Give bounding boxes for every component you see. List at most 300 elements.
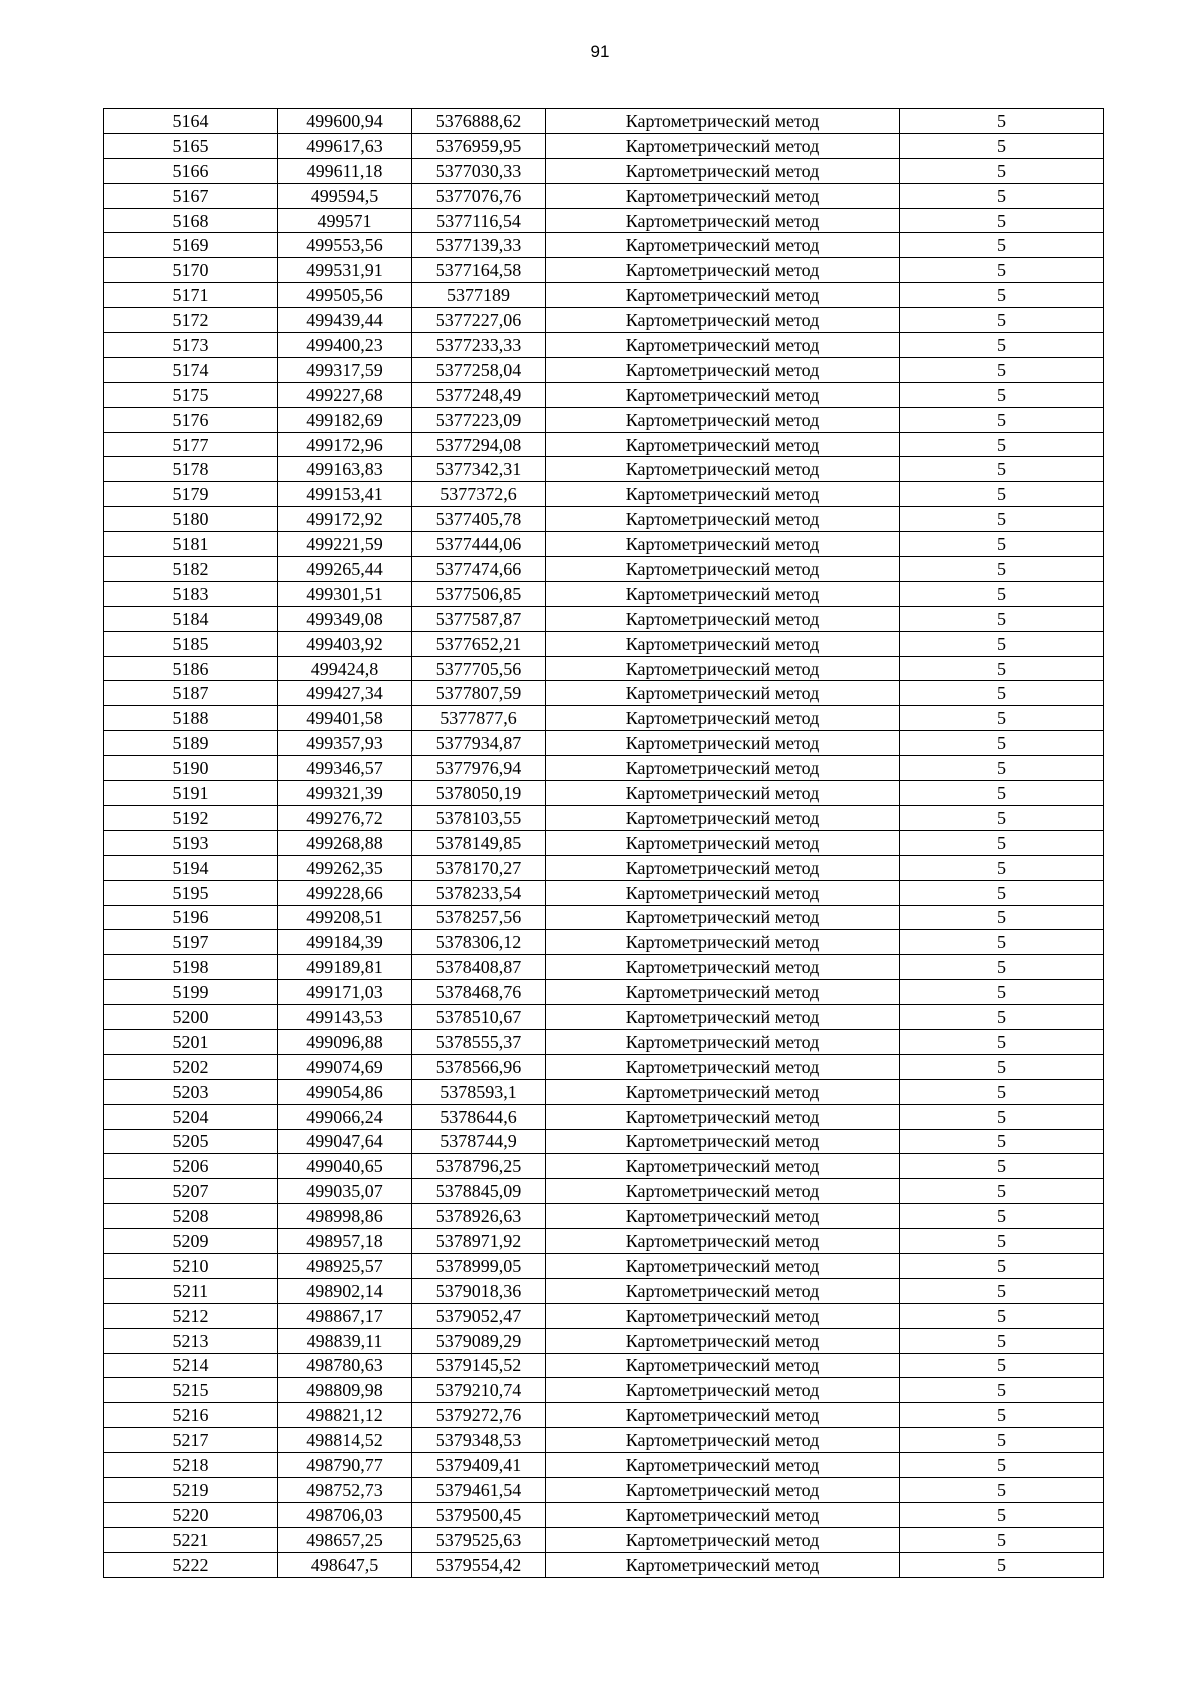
table-row: [104, 1303, 1104, 1328]
x-coordinate-cell: 499357,93: [278, 731, 412, 756]
accuracy-cell: 5: [900, 855, 1104, 880]
accuracy-cell: 5: [900, 557, 1104, 582]
method-cell: Картометрический метод: [546, 233, 900, 258]
coordinates-table: [103, 108, 1104, 1578]
accuracy-cell: 5: [900, 1552, 1104, 1577]
point-number-cell: 5198: [104, 955, 278, 980]
accuracy-cell: 5: [900, 1303, 1104, 1328]
accuracy-cell: 5: [900, 1353, 1104, 1378]
accuracy-cell: 5: [900, 1477, 1104, 1502]
point-number-cell: 5168: [104, 208, 278, 233]
point-number-cell: 5214: [104, 1353, 278, 1378]
table-row: [104, 1154, 1104, 1179]
table-row: [104, 955, 1104, 980]
y-coordinate-cell: 5377030,33: [412, 158, 546, 183]
y-coordinate-cell: 5377139,33: [412, 233, 546, 258]
y-coordinate-cell: 5378566,96: [412, 1054, 546, 1079]
y-coordinate-cell: 5377976,94: [412, 756, 546, 781]
y-coordinate-cell: 5378644,6: [412, 1104, 546, 1129]
table-row: [104, 382, 1104, 407]
table-row: [104, 980, 1104, 1005]
method-cell: Картометрический метод: [546, 1278, 900, 1303]
y-coordinate-cell: 5378468,76: [412, 980, 546, 1005]
accuracy-cell: 5: [900, 357, 1104, 382]
method-cell: Картометрический метод: [546, 308, 900, 333]
y-coordinate-cell: 5377934,87: [412, 731, 546, 756]
table-row: [104, 183, 1104, 208]
x-coordinate-cell: 499074,69: [278, 1054, 412, 1079]
x-coordinate-cell: 499047,64: [278, 1129, 412, 1154]
y-coordinate-cell: 5379018,36: [412, 1278, 546, 1303]
method-cell: Картометрический метод: [546, 382, 900, 407]
point-number-cell: 5200: [104, 1005, 278, 1030]
point-number-cell: 5180: [104, 507, 278, 532]
x-coordinate-cell: 499600,94: [278, 109, 412, 134]
method-cell: Картометрический метод: [546, 133, 900, 158]
x-coordinate-cell: 499228,66: [278, 880, 412, 905]
accuracy-cell: 5: [900, 1179, 1104, 1204]
point-number-cell: 5206: [104, 1154, 278, 1179]
table-row: [104, 1054, 1104, 1079]
point-number-cell: 5175: [104, 382, 278, 407]
accuracy-cell: 5: [900, 1527, 1104, 1552]
accuracy-cell: 5: [900, 781, 1104, 806]
table-row: [104, 656, 1104, 681]
table-row: [104, 706, 1104, 731]
y-coordinate-cell: 5378845,09: [412, 1179, 546, 1204]
method-cell: Картометрический метод: [546, 731, 900, 756]
y-coordinate-cell: 5377444,06: [412, 532, 546, 557]
method-cell: Картометрический метод: [546, 183, 900, 208]
accuracy-cell: 5: [900, 1328, 1104, 1353]
y-coordinate-cell: 5377474,66: [412, 557, 546, 582]
x-coordinate-cell: 498957,18: [278, 1229, 412, 1254]
accuracy-cell: 5: [900, 507, 1104, 532]
table-row: [104, 1502, 1104, 1527]
point-number-cell: 5173: [104, 333, 278, 358]
method-cell: Картометрический метод: [546, 855, 900, 880]
x-coordinate-cell: 499427,34: [278, 681, 412, 706]
table-row: [104, 357, 1104, 382]
accuracy-cell: 5: [900, 1428, 1104, 1453]
x-coordinate-cell: 499301,51: [278, 581, 412, 606]
table-row: [104, 557, 1104, 582]
accuracy-cell: 5: [900, 1154, 1104, 1179]
point-number-cell: 5220: [104, 1502, 278, 1527]
method-cell: Картометрический метод: [546, 1378, 900, 1403]
point-number-cell: 5203: [104, 1079, 278, 1104]
table-row: [104, 158, 1104, 183]
table-row: [104, 830, 1104, 855]
point-number-cell: 5172: [104, 308, 278, 333]
y-coordinate-cell: 5377372,6: [412, 482, 546, 507]
method-cell: Картометрический метод: [546, 357, 900, 382]
method-cell: Картометрический метод: [546, 283, 900, 308]
point-number-cell: 5205: [104, 1129, 278, 1154]
table-row: [104, 133, 1104, 158]
method-cell: Картометрический метод: [546, 581, 900, 606]
x-coordinate-cell: 499571: [278, 208, 412, 233]
x-coordinate-cell: 499153,41: [278, 482, 412, 507]
y-coordinate-cell: 5378170,27: [412, 855, 546, 880]
point-number-cell: 5216: [104, 1403, 278, 1428]
method-cell: Картометрический метод: [546, 1552, 900, 1577]
x-coordinate-cell: 498867,17: [278, 1303, 412, 1328]
x-coordinate-cell: 499066,24: [278, 1104, 412, 1129]
x-coordinate-cell: 498657,25: [278, 1527, 412, 1552]
accuracy-cell: 5: [900, 656, 1104, 681]
accuracy-cell: 5: [900, 208, 1104, 233]
point-number-cell: 5192: [104, 805, 278, 830]
accuracy-cell: 5: [900, 1129, 1104, 1154]
x-coordinate-cell: 499349,08: [278, 606, 412, 631]
accuracy-cell: 5: [900, 681, 1104, 706]
method-cell: Картометрический метод: [546, 1104, 900, 1129]
point-number-cell: 5212: [104, 1303, 278, 1328]
accuracy-cell: 5: [900, 1378, 1104, 1403]
table-row: [104, 880, 1104, 905]
method-cell: Картометрический метод: [546, 1029, 900, 1054]
point-number-cell: 5169: [104, 233, 278, 258]
x-coordinate-cell: 498752,73: [278, 1477, 412, 1502]
point-number-cell: 5165: [104, 133, 278, 158]
method-cell: Картометрический метод: [546, 1328, 900, 1353]
table-row: [104, 482, 1104, 507]
y-coordinate-cell: 5378744,9: [412, 1129, 546, 1154]
x-coordinate-cell: 499221,59: [278, 532, 412, 557]
x-coordinate-cell: 499617,63: [278, 133, 412, 158]
point-number-cell: 5184: [104, 606, 278, 631]
accuracy-cell: 5: [900, 1079, 1104, 1104]
point-number-cell: 5217: [104, 1428, 278, 1453]
accuracy-cell: 5: [900, 805, 1104, 830]
x-coordinate-cell: 499262,35: [278, 855, 412, 880]
y-coordinate-cell: 5377652,21: [412, 631, 546, 656]
x-coordinate-cell: 499505,56: [278, 283, 412, 308]
method-cell: Картометрический метод: [546, 1079, 900, 1104]
point-number-cell: 5182: [104, 557, 278, 582]
method-cell: Картометрический метод: [546, 706, 900, 731]
table-row: [104, 855, 1104, 880]
method-cell: Картометрический метод: [546, 656, 900, 681]
table-row: [104, 1179, 1104, 1204]
table-row: [104, 208, 1104, 233]
table-row: [104, 805, 1104, 830]
x-coordinate-cell: 498925,57: [278, 1253, 412, 1278]
x-coordinate-cell: 498647,5: [278, 1552, 412, 1577]
y-coordinate-cell: 5378555,37: [412, 1029, 546, 1054]
point-number-cell: 5213: [104, 1328, 278, 1353]
accuracy-cell: 5: [900, 1029, 1104, 1054]
y-coordinate-cell: 5377248,49: [412, 382, 546, 407]
y-coordinate-cell: 5377223,09: [412, 407, 546, 432]
x-coordinate-cell: 499346,57: [278, 756, 412, 781]
y-coordinate-cell: 5377506,85: [412, 581, 546, 606]
accuracy-cell: 5: [900, 980, 1104, 1005]
accuracy-cell: 5: [900, 1403, 1104, 1428]
table-row: [104, 1552, 1104, 1577]
method-cell: Картометрический метод: [546, 781, 900, 806]
accuracy-cell: 5: [900, 382, 1104, 407]
x-coordinate-cell: 499424,8: [278, 656, 412, 681]
method-cell: Картометрический метод: [546, 457, 900, 482]
method-cell: Картометрический метод: [546, 258, 900, 283]
method-cell: Картометрический метод: [546, 1229, 900, 1254]
table-row: [104, 233, 1104, 258]
x-coordinate-cell: 499189,81: [278, 955, 412, 980]
table-row: [104, 258, 1104, 283]
y-coordinate-cell: 5377587,87: [412, 606, 546, 631]
y-coordinate-cell: 5377807,59: [412, 681, 546, 706]
table-row: [104, 905, 1104, 930]
method-cell: Картометрический метод: [546, 905, 900, 930]
point-number-cell: 5177: [104, 432, 278, 457]
x-coordinate-cell: 499143,53: [278, 1005, 412, 1030]
x-coordinate-cell: 499611,18: [278, 158, 412, 183]
point-number-cell: 5222: [104, 1552, 278, 1577]
table-row: [104, 756, 1104, 781]
y-coordinate-cell: 5377405,78: [412, 507, 546, 532]
y-coordinate-cell: 5377877,6: [412, 706, 546, 731]
x-coordinate-cell: 499208,51: [278, 905, 412, 930]
table-row: [104, 1204, 1104, 1229]
point-number-cell: 5204: [104, 1104, 278, 1129]
table-row: [104, 1129, 1104, 1154]
table-row: [104, 1104, 1104, 1129]
point-number-cell: 5178: [104, 457, 278, 482]
y-coordinate-cell: 5378306,12: [412, 930, 546, 955]
table-row: [104, 333, 1104, 358]
table-row: [104, 1403, 1104, 1428]
x-coordinate-cell: 499401,58: [278, 706, 412, 731]
method-cell: Картометрический метод: [546, 432, 900, 457]
accuracy-cell: 5: [900, 955, 1104, 980]
point-number-cell: 5188: [104, 706, 278, 731]
method-cell: Картометрический метод: [546, 631, 900, 656]
x-coordinate-cell: 499040,65: [278, 1154, 412, 1179]
accuracy-cell: 5: [900, 1453, 1104, 1478]
method-cell: Картометрический метод: [546, 1303, 900, 1328]
table-row: [104, 457, 1104, 482]
x-coordinate-cell: 499172,96: [278, 432, 412, 457]
point-number-cell: 5164: [104, 109, 278, 134]
point-number-cell: 5185: [104, 631, 278, 656]
method-cell: Картометрический метод: [546, 557, 900, 582]
accuracy-cell: 5: [900, 432, 1104, 457]
method-cell: Картометрический метод: [546, 1005, 900, 1030]
accuracy-cell: 5: [900, 1204, 1104, 1229]
y-coordinate-cell: 5379461,54: [412, 1477, 546, 1502]
table-row: [104, 1453, 1104, 1478]
table-row: [104, 681, 1104, 706]
accuracy-cell: 5: [900, 109, 1104, 134]
table-row: [104, 581, 1104, 606]
y-coordinate-cell: 5378926,63: [412, 1204, 546, 1229]
y-coordinate-cell: 5378257,56: [412, 905, 546, 930]
accuracy-cell: 5: [900, 457, 1104, 482]
method-cell: Картометрический метод: [546, 1204, 900, 1229]
table-row: [104, 930, 1104, 955]
point-number-cell: 5186: [104, 656, 278, 681]
y-coordinate-cell: 5378233,54: [412, 880, 546, 905]
table-row: [104, 1428, 1104, 1453]
accuracy-cell: 5: [900, 1229, 1104, 1254]
table-row: [104, 1253, 1104, 1278]
x-coordinate-cell: 498814,52: [278, 1428, 412, 1453]
point-number-cell: 5208: [104, 1204, 278, 1229]
point-number-cell: 5209: [104, 1229, 278, 1254]
page-number: 91: [590, 42, 610, 61]
y-coordinate-cell: 5378796,25: [412, 1154, 546, 1179]
point-number-cell: 5202: [104, 1054, 278, 1079]
x-coordinate-cell: 499594,5: [278, 183, 412, 208]
y-coordinate-cell: 5378149,85: [412, 830, 546, 855]
method-cell: Картометрический метод: [546, 158, 900, 183]
table-row: [104, 507, 1104, 532]
x-coordinate-cell: 499265,44: [278, 557, 412, 582]
point-number-cell: 5171: [104, 283, 278, 308]
method-cell: Картометрический метод: [546, 208, 900, 233]
point-number-cell: 5187: [104, 681, 278, 706]
x-coordinate-cell: 498706,03: [278, 1502, 412, 1527]
method-cell: Картометрический метод: [546, 1453, 900, 1478]
point-number-cell: 5210: [104, 1253, 278, 1278]
table-row: [104, 532, 1104, 557]
accuracy-cell: 5: [900, 333, 1104, 358]
accuracy-cell: 5: [900, 880, 1104, 905]
x-coordinate-cell: 499172,92: [278, 507, 412, 532]
y-coordinate-cell: 5379409,41: [412, 1453, 546, 1478]
y-coordinate-cell: 5378050,19: [412, 781, 546, 806]
x-coordinate-cell: 499268,88: [278, 830, 412, 855]
accuracy-cell: 5: [900, 1054, 1104, 1079]
point-number-cell: 5170: [104, 258, 278, 283]
x-coordinate-cell: 498780,63: [278, 1353, 412, 1378]
method-cell: Картометрический метод: [546, 407, 900, 432]
accuracy-cell: 5: [900, 1278, 1104, 1303]
y-coordinate-cell: 5379525,63: [412, 1527, 546, 1552]
point-number-cell: 5195: [104, 880, 278, 905]
point-number-cell: 5211: [104, 1278, 278, 1303]
y-coordinate-cell: 5378593,1: [412, 1079, 546, 1104]
y-coordinate-cell: 5379272,76: [412, 1403, 546, 1428]
coordinates-table-body: [104, 109, 1104, 1578]
accuracy-cell: 5: [900, 1005, 1104, 1030]
point-number-cell: 5193: [104, 830, 278, 855]
accuracy-cell: 5: [900, 233, 1104, 258]
x-coordinate-cell: 499182,69: [278, 407, 412, 432]
y-coordinate-cell: 5378408,87: [412, 955, 546, 980]
table-row: [104, 283, 1104, 308]
accuracy-cell: 5: [900, 905, 1104, 930]
x-coordinate-cell: 499227,68: [278, 382, 412, 407]
method-cell: Картометрический метод: [546, 606, 900, 631]
method-cell: Картометрический метод: [546, 1179, 900, 1204]
x-coordinate-cell: 499403,92: [278, 631, 412, 656]
y-coordinate-cell: 5379554,42: [412, 1552, 546, 1577]
accuracy-cell: 5: [900, 631, 1104, 656]
method-cell: Картометрический метод: [546, 880, 900, 905]
point-number-cell: 5215: [104, 1378, 278, 1403]
y-coordinate-cell: 5377294,08: [412, 432, 546, 457]
x-coordinate-cell: 499163,83: [278, 457, 412, 482]
accuracy-cell: 5: [900, 308, 1104, 333]
point-number-cell: 5181: [104, 532, 278, 557]
method-cell: Картометрический метод: [546, 1502, 900, 1527]
accuracy-cell: 5: [900, 133, 1104, 158]
y-coordinate-cell: 5377189: [412, 283, 546, 308]
y-coordinate-cell: 5377116,54: [412, 208, 546, 233]
method-cell: Картометрический метод: [546, 507, 900, 532]
method-cell: Картометрический метод: [546, 1477, 900, 1502]
method-cell: Картометрический метод: [546, 1403, 900, 1428]
accuracy-cell: 5: [900, 1253, 1104, 1278]
table-row: [104, 1229, 1104, 1254]
method-cell: Картометрический метод: [546, 681, 900, 706]
method-cell: Картометрический метод: [546, 1527, 900, 1552]
accuracy-cell: 5: [900, 1104, 1104, 1129]
table-row: [104, 731, 1104, 756]
y-coordinate-cell: 5379210,74: [412, 1378, 546, 1403]
accuracy-cell: 5: [900, 706, 1104, 731]
method-cell: Картометрический метод: [546, 955, 900, 980]
accuracy-cell: 5: [900, 158, 1104, 183]
table-row: [104, 1527, 1104, 1552]
method-cell: Картометрический метод: [546, 930, 900, 955]
y-coordinate-cell: 5379348,53: [412, 1428, 546, 1453]
method-cell: Картометрический метод: [546, 1253, 900, 1278]
method-cell: Картометрический метод: [546, 1129, 900, 1154]
point-number-cell: 5189: [104, 731, 278, 756]
table-row: [104, 606, 1104, 631]
x-coordinate-cell: 499276,72: [278, 805, 412, 830]
x-coordinate-cell: 498902,14: [278, 1278, 412, 1303]
point-number-cell: 5166: [104, 158, 278, 183]
x-coordinate-cell: 499171,03: [278, 980, 412, 1005]
point-number-cell: 5196: [104, 905, 278, 930]
y-coordinate-cell: 5377233,33: [412, 333, 546, 358]
method-cell: Картометрический метод: [546, 805, 900, 830]
point-number-cell: 5190: [104, 756, 278, 781]
table-row: [104, 781, 1104, 806]
x-coordinate-cell: 499321,39: [278, 781, 412, 806]
accuracy-cell: 5: [900, 756, 1104, 781]
y-coordinate-cell: 5379145,52: [412, 1353, 546, 1378]
point-number-cell: 5201: [104, 1029, 278, 1054]
y-coordinate-cell: 5377705,56: [412, 656, 546, 681]
method-cell: Картометрический метод: [546, 756, 900, 781]
table-row: [104, 432, 1104, 457]
y-coordinate-cell: 5379500,45: [412, 1502, 546, 1527]
x-coordinate-cell: 499184,39: [278, 930, 412, 955]
table-row: [104, 1378, 1104, 1403]
method-cell: Картометрический метод: [546, 333, 900, 358]
accuracy-cell: 5: [900, 830, 1104, 855]
accuracy-cell: 5: [900, 407, 1104, 432]
table-row: [104, 109, 1104, 134]
point-number-cell: 5221: [104, 1527, 278, 1552]
table-row: [104, 1353, 1104, 1378]
y-coordinate-cell: 5378103,55: [412, 805, 546, 830]
accuracy-cell: 5: [900, 283, 1104, 308]
y-coordinate-cell: 5377258,04: [412, 357, 546, 382]
accuracy-cell: 5: [900, 183, 1104, 208]
x-coordinate-cell: 499035,07: [278, 1179, 412, 1204]
point-number-cell: 5183: [104, 581, 278, 606]
point-number-cell: 5194: [104, 855, 278, 880]
method-cell: Картометрический метод: [546, 109, 900, 134]
method-cell: Картометрический метод: [546, 980, 900, 1005]
